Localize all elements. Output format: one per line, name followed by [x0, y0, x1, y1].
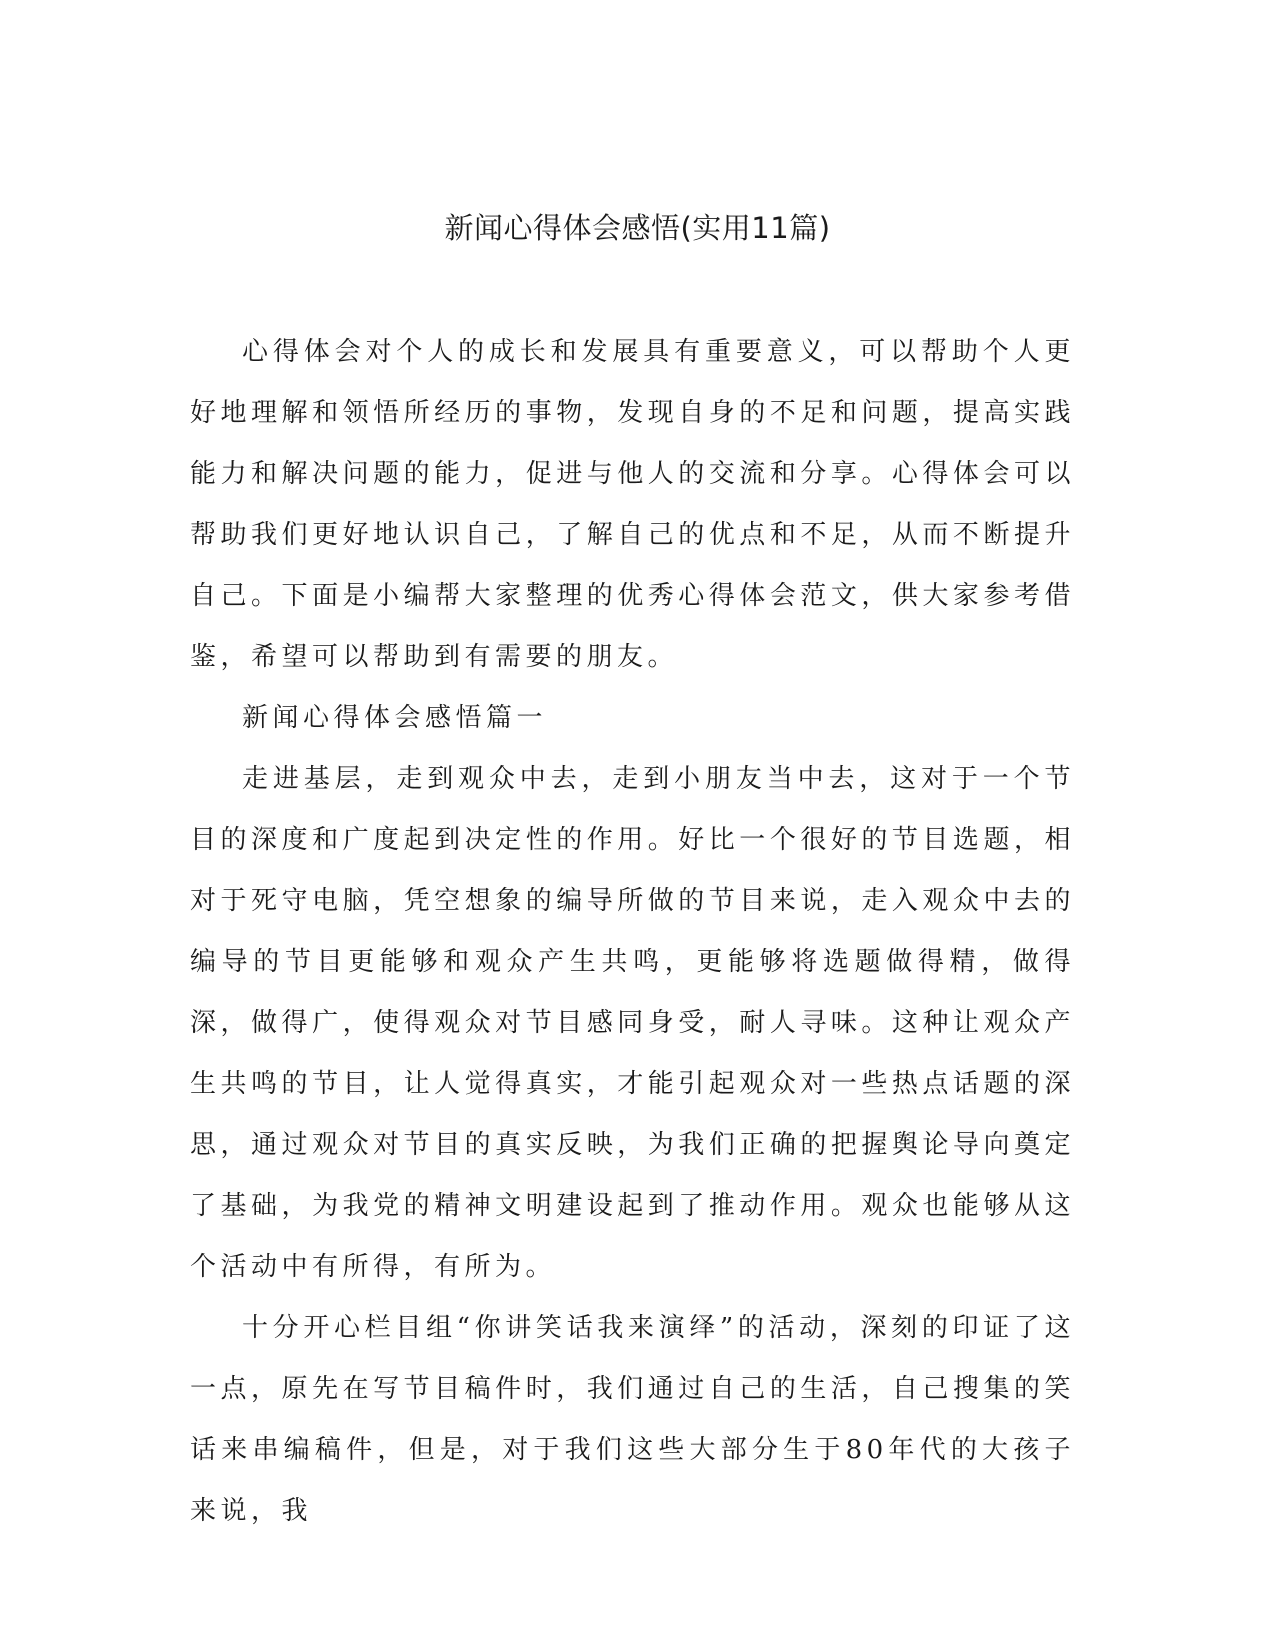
intro-paragraph: 心得体会对个人的成长和发展具有重要意义，可以帮助个人更好地理解和领悟所经历的事物，发现自身的不足和问题，提高实践能力和解决问题的能力，促进与他人的交流和分享。心得体会可以帮助我们更好地认识自己，了解自己的优点和不足，从而不断提升自己。下面是小编帮大家整理的优秀心得体会范文，供大家参考借鉴，希望可以帮助到有需要的朋友。	[190, 337, 1075, 672]
section-heading: 新闻心得体会感悟篇一	[242, 703, 548, 733]
document-title: 新闻心得体会感悟(实用11篇)	[444, 211, 831, 245]
body-paragraph: 走进基层，走到观众中去，走到小朋友当中去，这对于一个节目的深度和广度起到决定性的作用。好比一个很好的节目选题，相对于死守电脑，凭空想象的编导所做的节目来说，走入观众中去的编导的节目更能够和观众产生共鸣，更能够将选题做得精，做得深，做得广，使得观众对节目感同身受，耐人寻味。这种让观众产生共鸣的节目，让人觉得真实，才能引起观众对一些热点话题的深思，通过观众对节目的真实反映，为我们正确的把握舆论导向奠定了基础，为我党的精神文明建设起到了推动作用。观众也能够从这个活动中有所得，有所为。	[190, 764, 1075, 1282]
document-body	[190, 322, 1075, 1542]
body-paragraph: 十分开心栏目组“你讲笑话我来演绎”的活动，深刻的印证了这一点，原先在写节目稿件时，我们通过自己的生活，自己搜集的笑话来串编稿件，但是，对于我们这些大部分生于80年代的大孩子来说，我	[190, 1313, 1075, 1526]
